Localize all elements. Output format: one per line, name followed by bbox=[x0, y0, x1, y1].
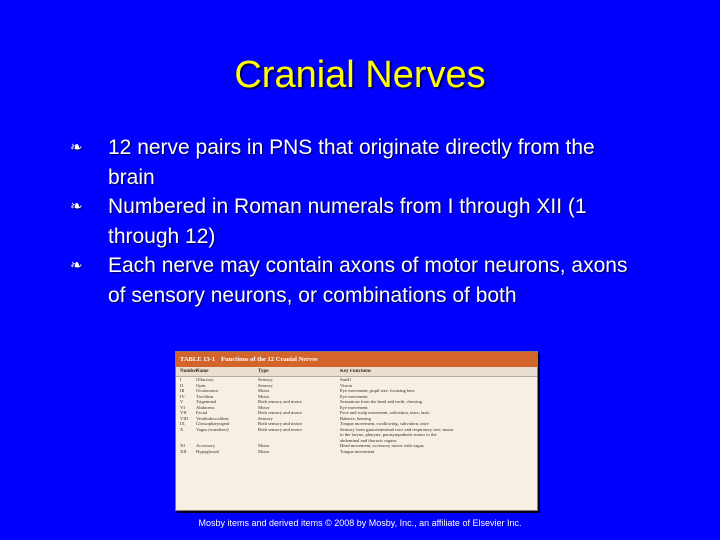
table-cell: XI bbox=[180, 443, 185, 448]
table-header-cell: Name bbox=[196, 369, 209, 374]
table-cell: Tongue movement, swallowing, salivation, taste bbox=[340, 421, 429, 426]
bullet-text: Numbered in Roman numerals from I through XII (1 through 12) bbox=[108, 195, 587, 248]
table-cell: VII bbox=[180, 410, 187, 415]
table-cell: Trochlear bbox=[196, 393, 214, 399]
table-cell: I bbox=[180, 377, 182, 382]
table-cell: Glossopharyngeal bbox=[196, 421, 230, 426]
table-cell: XII bbox=[180, 448, 187, 454]
bullet-item bbox=[70, 251, 630, 310]
hands-pointing-bullet-icon: ❧ bbox=[70, 197, 83, 215]
table-row bbox=[176, 449, 537, 455]
table-cell: Oculomotor bbox=[196, 388, 219, 393]
table-cell: Sensations from the head and teeth, chewing bbox=[340, 399, 423, 404]
table-cell: Both sensory and motor bbox=[258, 410, 303, 415]
table-cell: Both sensory and motor bbox=[258, 426, 303, 432]
table-cell: Sensory bbox=[258, 382, 273, 388]
bullet-item bbox=[70, 133, 630, 192]
table-caption bbox=[176, 352, 537, 367]
table-cell: Eye movement bbox=[340, 404, 368, 410]
table-cell: V bbox=[180, 399, 184, 404]
table-cell: IX bbox=[180, 421, 185, 426]
table-cell: Optic bbox=[196, 382, 207, 388]
table-header-row bbox=[176, 367, 537, 377]
table-cell: Motor bbox=[258, 393, 270, 399]
table-cell: Head movement, accessory motor with vagus bbox=[340, 443, 424, 448]
table-cell: Motor bbox=[258, 448, 270, 454]
table-cell: Both sensory and motor bbox=[258, 399, 303, 404]
cranial-nerves-table-image bbox=[175, 351, 538, 511]
table-cell: Facial bbox=[196, 410, 208, 415]
bullet-item bbox=[70, 192, 630, 251]
table-header-cell: Number bbox=[180, 369, 198, 374]
table-cell: Vagus (wanderer) bbox=[196, 426, 229, 432]
copyright-footer: Mosby items and derived items © 2008 by Mosby, Inc., an affiliate of Elsevier Inc. bbox=[198, 518, 522, 528]
table-cell: Olfactory bbox=[196, 377, 214, 382]
table-cell: Abducens bbox=[196, 404, 215, 410]
table-cell: Smell bbox=[340, 377, 351, 382]
table-cell: X bbox=[180, 426, 184, 432]
table-header-cell: Type bbox=[258, 369, 269, 374]
table-cell: Motor bbox=[258, 404, 270, 410]
slide-title: Cranial Nerves bbox=[234, 54, 486, 96]
table-cell: Balance, hearing bbox=[340, 415, 371, 421]
table-header-cell: Key Functions bbox=[340, 369, 371, 374]
table-number: TABLE 13-1 bbox=[180, 356, 216, 363]
table-body bbox=[176, 377, 537, 454]
table-cell: Sensory from gastrointestinal tract and respiratory tree, motor bbox=[340, 426, 454, 432]
table-cell: Sensory bbox=[258, 377, 273, 382]
table-cell: III bbox=[180, 388, 185, 393]
table-cell: Hypoglossal bbox=[196, 448, 219, 454]
table-caption-text: Functions of the 12 Cranial Nerves bbox=[221, 356, 318, 363]
table-cell: Vestibulocochlear bbox=[196, 415, 229, 421]
bullet-list bbox=[70, 133, 630, 310]
table-cell: Vision bbox=[340, 382, 352, 388]
table-cell: Face and scalp movement, salivation, tears, taste bbox=[340, 410, 430, 415]
table-cell: Eye movement bbox=[340, 393, 368, 399]
table-cell: Eye movement, pupil size, focusing lens bbox=[340, 388, 415, 393]
table-cell: Accessory bbox=[196, 443, 216, 448]
table-cell: Tongue movement bbox=[340, 448, 375, 454]
table-cell: VI bbox=[180, 404, 185, 410]
table-cell: to the larynx, pharynx, parasympathetic motor to the bbox=[340, 432, 437, 437]
table-cell: II bbox=[180, 382, 184, 388]
table-cell: abdominal and thoracic organs bbox=[340, 437, 397, 443]
bullet-text: Each nerve may contain axons of motor neurons, axons of sensory neurons, or combinations of both bbox=[108, 254, 628, 307]
table-cell: Motor bbox=[258, 443, 270, 448]
table-cell: Trigeminal bbox=[196, 399, 217, 404]
table-cell: Sensory bbox=[258, 415, 273, 421]
table-cell: Motor bbox=[258, 388, 270, 393]
table-cell: VIII bbox=[180, 415, 188, 421]
hands-pointing-bullet-icon: ❧ bbox=[70, 256, 83, 274]
hands-pointing-bullet-icon: ❧ bbox=[70, 138, 83, 156]
bullet-text: 12 nerve pairs in PNS that originate directly from the brain bbox=[108, 136, 595, 189]
table-cell: Both sensory and motor bbox=[258, 421, 303, 426]
table-cell: IV bbox=[180, 393, 185, 399]
